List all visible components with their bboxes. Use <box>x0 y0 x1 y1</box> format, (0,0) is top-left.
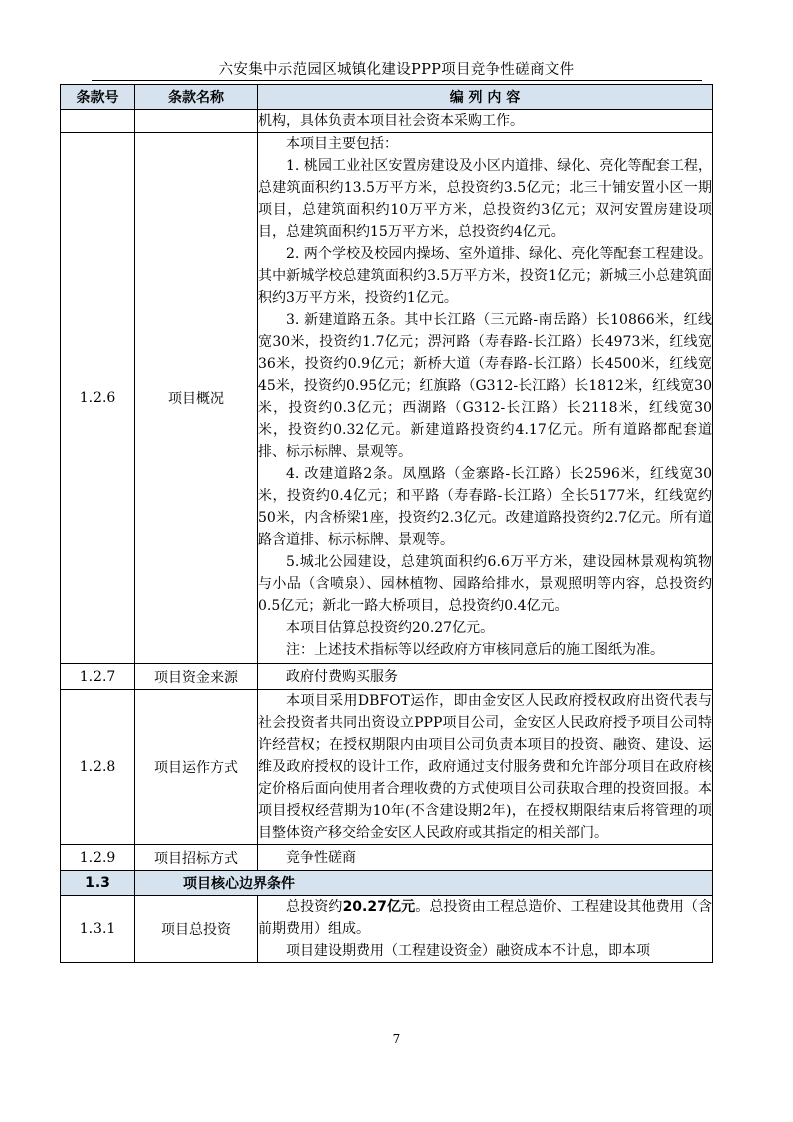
header-rule <box>92 80 702 81</box>
continuation-text: 机构，具体负责本项目社会资本采购工作。 <box>258 113 524 129</box>
column-header-content: 编 列 内 容 <box>258 85 713 110</box>
column-header-clause-name: 条款名称 <box>135 85 258 110</box>
clause-content: 竞争性磋商 <box>258 845 713 871</box>
clause-name: 项目运作方式 <box>135 690 258 845</box>
content-paragraph: 3. 新建道路五条。其中长江路（三元路-南岳路）长10866米，红线宽30米，投资约1.7亿元；淠河路（寿春路-长江路）长4973米，红线宽36米，投资约0.9亿元；新桥大道（寿春路-长江路）长4500米，红线宽45米，投资约0.95亿元；红旗路（G312-长江路）长1812米，红线宽30米，投资约0.3亿元；西湖路（G312-长江路）长2118米，红线宽30米，投资约0.32亿元。新建道路投资约4.17亿元。所有道路都配套道排、标示标牌、景观等。 <box>258 312 712 460</box>
table-row-1-2-6 <box>61 133 713 664</box>
clause-content: 政府付费购买服务 <box>258 664 713 690</box>
clause-number: 1.3.1 <box>61 896 135 963</box>
clause-content <box>258 896 713 963</box>
clause-number: 1.2.8 <box>61 690 135 845</box>
content-paragraph: 本项目估算总投资约20.27亿元。 <box>286 620 495 636</box>
clause-name: 项目概况 <box>135 133 258 664</box>
table-row-1-2-9 <box>61 845 713 871</box>
content-paragraph: 2. 两个学校及校园内操场、室外道排、绿化、亮化等配套工程建设。其中新城学校总建筑面积约3.5万平方米，投资1亿元；新城三小总建筑面积约3万平方米，投资约1亿元。 <box>258 246 712 306</box>
table-header-row <box>61 85 713 110</box>
clause-name: 项目总投资 <box>135 896 258 963</box>
clause-name: 项目招标方式 <box>135 845 258 871</box>
content-paragraph: 5.城北公园建设，总建筑面积约6.6万平方米，建设园林景观构筑物与小品（含喷泉）、园林植物、园路给排水，景观照明等内容，总投资约0.5亿元；新北一路大桥项目，总投资约0.4亿元。 <box>258 554 712 614</box>
table-row-1-3-1 <box>61 896 713 963</box>
total-investment-value: 20.27亿元 <box>342 899 416 915</box>
clause-content <box>258 133 713 664</box>
clause-number: 1.2.9 <box>61 845 135 871</box>
clause-number: 1.2.6 <box>61 133 135 664</box>
table-row-1-2-7 <box>61 664 713 690</box>
section-row-1-3 <box>61 871 713 896</box>
column-header-clause-number: 条款号 <box>61 85 135 110</box>
clause-content: 本项目采用DBFOT运作，即由金安区人民政府授权政府出资代表与社会投资者共同出资设立PPP项目公司，金安区人民政府授予项目公司特许经营权；在授权期限内由项目公司负责本项目的投资、融资、建设、运维及政府授权的设计工作，政府通过支付服务费和允许部分项目在政府核定价格后面向使用者合理收费的方式使项目公司获取合理的投资回报。本项目授权经营期为10年(不含建设期2年)，在授权期限结束后将管理的项目整体资产移交给金安区人民政府或其指定的相关部门。 <box>258 690 713 845</box>
content-paragraph: 本项目主要包括： <box>286 136 398 152</box>
section-number: 1.3 <box>61 871 135 896</box>
clause-name: 项目资金来源 <box>135 664 258 690</box>
clause-number: 1.2.7 <box>61 664 135 690</box>
content-paragraph: 1. 桃园工业社区安置房建设及小区内道排、绿化、亮化等配套工程，总建筑面积约13.5万平方米，总投资约3.5亿元；北三十铺安置小区一期项目，总建筑面积约10万平方米，总投资约3亿元；双河安置房建设项目，总建筑面积约15万平方米，总投资约4亿元。 <box>258 158 712 240</box>
table-row-continuation <box>61 110 713 133</box>
content-paragraph: 总投资约20.27亿元。总投资由工程总造价、工程建设其他费用（含前期费用）组成。 <box>258 899 713 937</box>
content-paragraph: 项目建设期费用（工程建设资金）融资成本不计息，即本项 <box>286 943 650 959</box>
page-number: 7 <box>392 1032 401 1046</box>
clause-table <box>60 84 713 963</box>
section-title: 项目核心边界条件 <box>135 871 713 896</box>
content-paragraph: 4. 改建道路2条。凤凰路（金寨路-长江路）长2596米，红线宽30米，投资约0.4亿元；和平路（寿春路-长江路）全长5177米，红线宽约50米，内含桥梁1座，投资约2.3亿元。改建道路投资约2.7亿元。所有道路含道排、标示标牌、景观等。 <box>258 466 712 548</box>
document-header-title: 六安集中示范园区城镇化建设PPP项目竞争性磋商文件 <box>218 62 575 78</box>
table-row-1-2-8 <box>61 690 713 845</box>
content-paragraph: 注：上述技术指标等以经政府方审核同意后的施工图纸为准。 <box>286 642 664 658</box>
